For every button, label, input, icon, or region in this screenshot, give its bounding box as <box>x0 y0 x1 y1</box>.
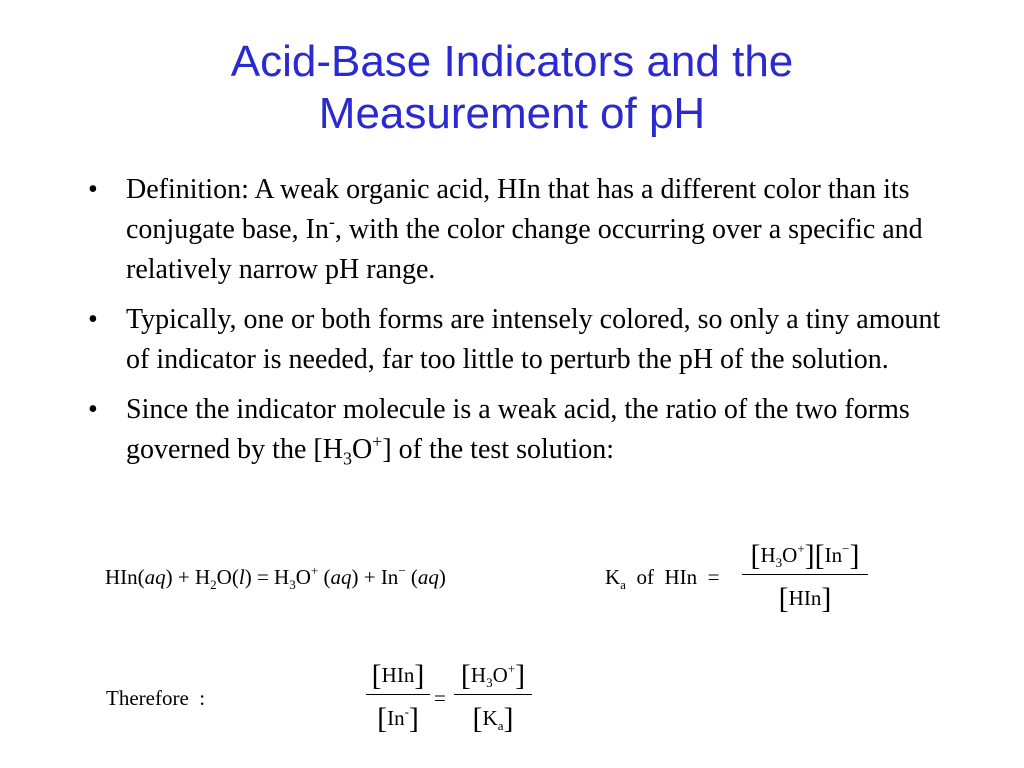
eq-plus: + <box>177 565 190 589</box>
ka-k: K <box>605 565 621 589</box>
eq-equals: = <box>256 565 269 589</box>
eq-plus: + <box>363 565 376 589</box>
eq-paren: ( <box>323 565 331 589</box>
bullet-list <box>88 170 948 480</box>
eq-l: l <box>238 565 245 589</box>
therefore-k: K <box>482 706 498 730</box>
bullet-since-sub: 3 <box>342 448 352 469</box>
therefore-k-sub: a <box>497 718 504 733</box>
eq-paren: ) <box>165 565 173 589</box>
therefore-sup: + <box>507 661 516 676</box>
ka-num-h: H <box>760 543 776 567</box>
bullet-definition-text-1: Definition: A weak organic acid, HIn that has a different color than its conjugate base, In <box>126 174 910 245</box>
bullet-definition-text-2: , with the color change occurring over a specific and relatively narrow pH range. <box>126 214 923 285</box>
bullet-typically <box>88 300 948 380</box>
therefore-left-fraction <box>366 656 430 733</box>
ka-sub: a <box>620 577 626 592</box>
eq-aq: aq <box>144 565 166 589</box>
therefore-hin: HIn <box>381 663 415 687</box>
eq-paren: ) <box>351 565 359 589</box>
eq-sup: − <box>398 563 406 578</box>
therefore-in: In <box>387 706 405 730</box>
bullet-since-sup: + <box>372 431 383 452</box>
eq-paren: ) <box>244 565 252 589</box>
therefore-in-sup: - <box>404 704 409 719</box>
bullet-since-mid: O <box>351 434 373 465</box>
therefore-right-den: $[K_a]$ <box>472 702 514 735</box>
eq-aq: aq <box>330 565 352 589</box>
ka-num-sup: + <box>797 541 805 556</box>
eq-sup: + <box>310 563 319 578</box>
eq-sub: 2 <box>210 577 217 592</box>
therefore-equals-sign: = <box>434 686 446 710</box>
therefore-label <box>106 686 205 711</box>
bullet-typically-text: Typically, one or both forms are intensely colored, so only a tiny amount of indicator is needed, far too little to perturb the pH of the solution. <box>126 304 941 375</box>
ka-num-in-sup: − <box>842 541 850 556</box>
therefore-sub: 3 <box>486 675 493 690</box>
eq-h: H <box>274 565 290 589</box>
eq-aq: aq <box>417 565 439 589</box>
eq-h: H <box>195 565 211 589</box>
ka-fraction-bar <box>742 574 868 575</box>
slide-title <box>0 36 1024 140</box>
title-line-2: Measurement of pH <box>318 89 706 138</box>
therefore-h: H <box>470 663 487 687</box>
reaction-equation <box>105 565 446 590</box>
eq-paren: ( <box>410 565 418 589</box>
therefore-right-num: $[H_3O^+]$ <box>460 659 526 692</box>
bullet-since <box>88 390 948 470</box>
ka-equals: = <box>707 565 720 589</box>
therefore-colon: : <box>199 686 206 710</box>
bullet-dot-icon: • <box>88 304 98 335</box>
bullet-dot-icon: • <box>88 394 98 425</box>
ka-den-hin: HIn <box>788 586 822 610</box>
title-line-1: Acid-Base Indicators and the <box>230 37 794 86</box>
ka-numerator: $[H_3O^+][In^-]$ <box>750 539 860 572</box>
therefore-right-fraction <box>454 656 532 733</box>
therefore-right-bar <box>454 694 532 695</box>
ka-fraction <box>742 536 868 613</box>
ka-num-in: In <box>824 543 843 567</box>
eq-sub: 3 <box>289 577 296 592</box>
therefore-o: O <box>492 663 508 687</box>
therefore-left-num: [HIn] <box>371 659 425 692</box>
therefore-left-bar <box>366 694 430 695</box>
therefore-left-den: [In-] <box>377 702 419 735</box>
ka-label <box>605 565 719 590</box>
ka-hin: HIn <box>664 565 698 589</box>
eq-paren: ) <box>438 565 446 589</box>
bullet-since-text-2: ] of the test solution: <box>382 434 615 465</box>
ka-of: of <box>636 565 654 589</box>
bullet-dot-icon: • <box>88 174 98 205</box>
ka-num-sub: 3 <box>775 555 783 570</box>
ka-denominator: [HIn] <box>778 582 832 615</box>
eq-o: O <box>295 565 311 589</box>
ka-num-o: O <box>782 543 798 567</box>
eq-hin: HIn( <box>105 565 145 589</box>
eq-o: O( <box>216 565 239 589</box>
therefore-text: Therefore <box>106 686 189 710</box>
eq-in: In <box>380 565 399 589</box>
bullet-definition-sup: - <box>328 211 335 232</box>
bullet-definition <box>88 170 948 290</box>
bullet-since-text-1: Since the indicator molecule is a weak acid, the ratio of the two forms governed by the [H <box>126 394 910 465</box>
therefore-equals <box>434 686 446 711</box>
